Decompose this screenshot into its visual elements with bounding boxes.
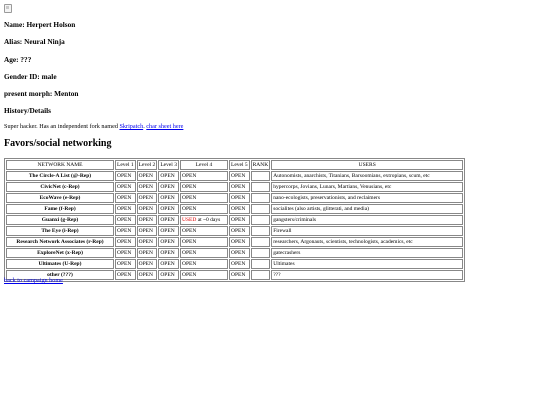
level-1-cell: OPEN [115, 182, 136, 192]
level-1-cell: OPEN [115, 259, 136, 269]
level-4-cell: OPEN [180, 182, 228, 192]
back-to-campaign-link[interactable]: back to campaign home [4, 277, 63, 284]
level-5-cell: OPEN [229, 270, 250, 280]
level-1-cell: OPEN [115, 237, 136, 247]
level-4-cell [180, 215, 228, 225]
users-cell: socialites (also artists, glitterati, and media) [271, 204, 463, 214]
char-sheet-link[interactable]: char sheet here [146, 123, 184, 130]
users-cell: nano-ecologists, preservationists, and reclaimers [271, 193, 463, 203]
level-5-cell: OPEN [229, 171, 250, 181]
users-cell: Ultimates [271, 259, 463, 269]
level-2-cell: OPEN [137, 248, 158, 258]
character-age: Age: ??? [4, 55, 32, 64]
level-1-cell: OPEN [115, 270, 136, 280]
level-2-cell: OPEN [137, 270, 158, 280]
level-5-cell: OPEN [229, 248, 250, 258]
col-network-name: NETWORK NAME [6, 160, 114, 170]
favors-table [4, 158, 465, 282]
network-name-cell: other (???) [6, 270, 114, 280]
level-4-cell: OPEN [180, 193, 228, 203]
network-name-cell: Research Network Associates (r-Rep) [6, 237, 114, 247]
col-level-2: Level 2 [137, 160, 158, 170]
level-3-cell: OPEN [158, 204, 179, 214]
level-1-cell: OPEN [115, 204, 136, 214]
link-separator: . [143, 123, 147, 130]
favors-title: Favors/social networking [4, 138, 112, 149]
col-level-5: Level 5 [229, 160, 250, 170]
level-3-cell: OPEN [158, 259, 179, 269]
users-cell: Autonomists, anarchists, Titanians, Barsoomians, extropians, scum, etc [271, 171, 463, 181]
users-cell: researchers, Argonauts, scientists, technologists, academics, etc [271, 237, 463, 247]
users-cell: ??? [271, 270, 463, 280]
level-1-cell: OPEN [115, 226, 136, 236]
level-5-cell: OPEN [229, 215, 250, 225]
table-row [6, 182, 463, 192]
table-row [6, 270, 463, 280]
col-level-4: Level 4 [180, 160, 228, 170]
level-3-cell: OPEN [158, 171, 179, 181]
character-alias: Alias: Neural Ninja [4, 37, 65, 46]
level-3-cell: OPEN [158, 182, 179, 192]
character-morph: present morph: Menton [4, 89, 79, 98]
users-cell: gangsters/criminals [271, 215, 463, 225]
level-2-cell: OPEN [137, 182, 158, 192]
table-row [6, 171, 463, 181]
rank-cell [251, 204, 271, 214]
rank-cell [251, 248, 271, 258]
level-5-cell: OPEN [229, 182, 250, 192]
table-row [6, 204, 463, 214]
table-row [6, 193, 463, 203]
network-name-cell: Ultimates (U-Rep) [6, 259, 114, 269]
col-level-3: Level 3 [158, 160, 179, 170]
rank-cell [251, 215, 271, 225]
history-description [4, 123, 183, 131]
table-row [6, 226, 463, 236]
history-text: Super hacker. Has an independent fork named [4, 123, 120, 130]
footer [4, 277, 63, 285]
level-2-cell: OPEN [137, 171, 158, 181]
level-4-cell: OPEN [180, 259, 228, 269]
network-name-cell: CivicNet (c-Rep) [6, 182, 114, 192]
rank-cell [251, 182, 271, 192]
network-name-cell: The Circle-A List (@-Rep) [6, 171, 114, 181]
col-users: USERS [271, 160, 463, 170]
level-5-cell: OPEN [229, 237, 250, 247]
network-name-cell: EcoWave (e-Rep) [6, 193, 114, 203]
level-3-cell: OPEN [158, 237, 179, 247]
level-5-cell: OPEN [229, 259, 250, 269]
level-4-cell: OPEN [180, 270, 228, 280]
level-2-cell: OPEN [137, 204, 158, 214]
level-2-cell: OPEN [137, 226, 158, 236]
table-row [6, 215, 463, 225]
users-cell: hypercorps, Jovians, Lunars, Martians, Venusians, etc [271, 182, 463, 192]
level-3-cell: OPEN [158, 215, 179, 225]
network-name-cell: Fame (f-Rep) [6, 204, 114, 214]
level-3-cell: OPEN [158, 226, 179, 236]
table-row [6, 259, 463, 269]
col-level-1: Level 1 [115, 160, 136, 170]
network-name-cell: Guanxi (g-Rep) [6, 215, 114, 225]
level-3-cell: OPEN [158, 248, 179, 258]
level-2-cell: OPEN [137, 259, 158, 269]
level-4-cell: OPEN [180, 237, 228, 247]
level-4-cell: OPEN [180, 248, 228, 258]
level-3-cell: OPEN [158, 270, 179, 280]
level-1-cell: OPEN [115, 171, 136, 181]
level-2-cell: OPEN [137, 215, 158, 225]
users-cell: Firewall [271, 226, 463, 236]
users-cell: gatecrashers [271, 248, 463, 258]
level-2-cell: OPEN [137, 193, 158, 203]
level-4-cell: OPEN [180, 226, 228, 236]
table-row [6, 248, 463, 258]
level-1-cell: OPEN [115, 248, 136, 258]
table-header-row [6, 160, 463, 170]
rank-cell [251, 237, 271, 247]
level-2-cell: OPEN [137, 237, 158, 247]
network-name-cell: ExploreNet (x-Rep) [6, 248, 114, 258]
level-5-cell: OPEN [229, 193, 250, 203]
level-4-cell: OPEN [180, 171, 228, 181]
level-5-cell: OPEN [229, 204, 250, 214]
broken-image-icon [4, 4, 12, 13]
rank-cell [251, 193, 271, 203]
level-1-cell: OPEN [115, 215, 136, 225]
rank-cell [251, 171, 271, 181]
rank-cell [251, 270, 271, 280]
level-5-cell: OPEN [229, 226, 250, 236]
table-row [6, 237, 463, 247]
used-status: USED [181, 216, 197, 223]
level-1-cell: OPEN [115, 193, 136, 203]
level-4-cell: OPEN [180, 204, 228, 214]
history-heading: History/Details [4, 106, 52, 115]
fork-link[interactable]: Skripatch [119, 123, 144, 130]
rank-cell [251, 259, 271, 269]
used-duration: at ~0 days [196, 216, 221, 223]
level-3-cell: OPEN [158, 193, 179, 203]
col-rank: RANK [251, 160, 271, 170]
rank-cell [251, 226, 271, 236]
character-name: Name: Herpert Holson [4, 20, 76, 29]
network-name-cell: The Eye (i-Rep) [6, 226, 114, 236]
character-gender: Gender ID: male [4, 72, 57, 81]
